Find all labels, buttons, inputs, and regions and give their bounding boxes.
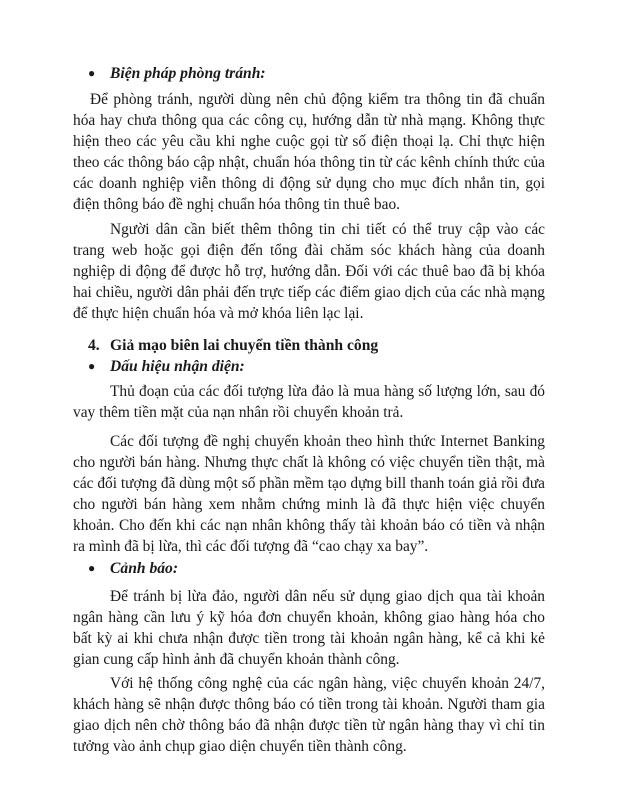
paragraph-warning-2 (73, 673, 545, 757)
bullet-heading-warning (88, 558, 178, 579)
bullet-icon: ● (88, 359, 96, 373)
bullet-heading-signs (88, 356, 245, 377)
bullet-label: Cảnh báo: (110, 560, 179, 577)
paragraph-signs-2 (73, 431, 545, 557)
paragraph-text: Để tránh bị lừa đảo, người dân nếu sử dụng giao dịch qua tài khoản ngân hàng cần lưu ý kỹ hóa đơn chuyển khoản, không giao hàng hóa cho bất kỳ ai khi chưa nhận được tiền trong tài khoản ngân hàng, kể cả khi kẻ gian cung cấp hình ảnh đã chuyển khoản thành công. (73, 588, 545, 668)
paragraph-protect-1 (73, 89, 545, 215)
paragraph-warning-1 (73, 586, 545, 670)
paragraph-text: Thủ đoạn của các đối tượng lừa đảo là mua hàng số lượng lớn, sau đó vay thêm tiền mặt của nạn nhân rồi chuyển khoản trả. (73, 383, 545, 421)
paragraph-signs-1 (73, 381, 545, 423)
bullet-icon: ● (88, 561, 96, 575)
section-heading-4 (88, 335, 378, 356)
section-number: 4. (88, 337, 100, 354)
bullet-icon: ● (88, 66, 96, 80)
bullet-label: Biện pháp phòng tránh: (110, 65, 266, 82)
bullet-label: Dấu hiệu nhận diện: (110, 358, 245, 375)
section-title: Giả mạo biên lai chuyển tiền thành công (110, 337, 379, 354)
paragraph-protect-2 (73, 219, 545, 324)
paragraph-text: Để phòng tránh, người dùng nên chủ động kiểm tra thông tin đã chuẩn hóa hay chưa thông qua các công cụ, hướng dẫn từ nhà mạng. Không thực hiện theo các yêu cầu khi nghe cuộc gọi từ số điện thoại lạ. Chỉ thực hiện theo các thông báo cập nhật, chuẩn hóa thông tin từ các kênh chính thức của các doanh nghiệp viễn thông di động sử dụng cho mục đích nhắn tin, gọi điện thông báo đề nghị chuẩn hóa thông tin thuê bao. (73, 91, 545, 213)
bullet-heading-protect (88, 63, 266, 84)
paragraph-text: Các đối tượng đề nghị chuyển khoản theo hình thức Internet Banking cho người bán hàng. Nhưng thực chất là không có việc chuyển tiền thật, mà các đối tượng đã dùng một số phần mềm tạo dựng bill thanh toán giả rồi đưa cho người bán hàng xem nhằm chứng minh là đã thực hiện việc chuyển khoản. Cho đến khi các nạn nhân không thấy tài khoản báo có tiền và nhận ra mình đã bị lừa, thì các đối tượng đã “cao chạy xa bay”. (73, 433, 545, 555)
paragraph-text: Người dân cần biết thêm thông tin chi tiết có thể truy cập vào các trang web hoặc gọi điện đến tổng đài chăm sóc khách hàng của doanh nghiệp di động để được hỗ trợ, hướng dẫn. Đối với các thuê bao đã bị khóa hai chiều, người dân phải đến trực tiếp các điểm giao dịch của các nhà mạng để thực hiện chuẩn hóa và mở khóa liên lạc lại. (73, 221, 545, 322)
paragraph-text: Với hệ thống công nghệ của các ngân hàng, việc chuyển khoản 24/7, khách hàng sẽ nhận được thông báo có tiền trong tài khoản. Người tham gia giao dịch nên chờ thông báo đã nhận được tiền từ ngân hàng thay vì chỉ tin tưởng vào ảnh chụp giao diện chuyển tiền thành công. (73, 675, 545, 755)
